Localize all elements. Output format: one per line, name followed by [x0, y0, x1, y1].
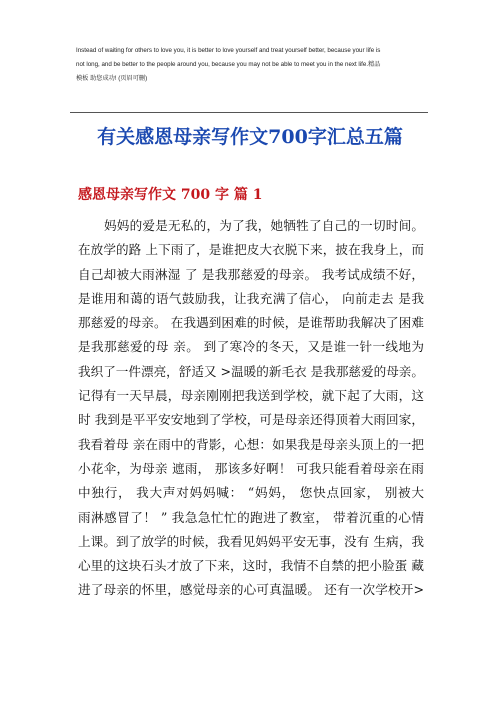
section-title: 感恩母亲写作文 700 字 篇 1: [78, 187, 263, 203]
body-line: 小花伞，为母亲 遮雨， 那该多好啊！ 可我只能看着母亲在雨: [78, 460, 424, 476]
header-line-1: Instead of waiting for others to love you, it is better to love yourself and treat yourself better, because your life is: [76, 47, 381, 54]
body-line: 是我那慈爱的母 亲。 到了寒冷的冬天，又是谁一针一线地为: [78, 339, 424, 355]
document-title: 有关感恩母亲写作文700字汇总五篇: [97, 126, 403, 148]
header-divider: [70, 112, 428, 113]
body-line: 上课。到了放学的时候，我看见妈妈平安无事，没有 生病，我: [78, 533, 424, 549]
body-line: 在放学的路 上下雨了，是谁把皮大衣脱下来，披在我身上，而: [78, 242, 424, 258]
body-text: [78, 214, 424, 603]
body-line: 自己却被大雨淋湿 了 是我那慈爱的母亲。 我考试成绩不好，: [78, 266, 424, 282]
body-line: 我织了一件漂亮，舒适又 >温暖的新毛衣 是我那慈爱的母亲。: [78, 363, 424, 379]
body-line: 那慈爱的母亲。 在我遇到困难的时候，是谁帮助我解决了困难: [78, 315, 424, 331]
body-line: 雨淋感冒了！ ” 我急急忙忙的跑进了教室， 带着沉重的心情: [78, 509, 424, 525]
page-header: [76, 44, 432, 86]
body-line: 妈妈的爱是无私的，为了我，她牺牲了自己的一切时间。: [104, 218, 424, 233]
body-line: 我看着母 亲在雨中的背影，心想：如果我是母亲头顶上的一把: [78, 436, 424, 452]
header-line-2: not long, and be better to the people around you, because you may not be able to meet you in the next life.精品: [76, 61, 381, 68]
body-line: 时 我到是平平安安地到了学校，可是母亲还得顶着大雨回家，: [78, 412, 424, 428]
body-line: 是谁用和蔼的语气鼓励我，让我充满了信心， 向前走去 是我: [78, 290, 424, 306]
body-line: 心里的这块石头才放了下来，这时，我情不自禁的把小脸蛋 藏: [78, 558, 424, 574]
header-line-3: 模板 助您成功! (页眉可删): [76, 75, 148, 82]
body-line: 进了母亲的怀里，感觉母亲的心可真温暖。 还有一次学校开>: [78, 582, 424, 598]
body-line: 中独行， 我大声对妈妈喊： “妈妈， 您快点回家， 别被大: [78, 485, 424, 501]
body-line: 记得有一天早晨，母亲刚刚把我送到学校，就下起了大雨，这: [78, 388, 424, 404]
